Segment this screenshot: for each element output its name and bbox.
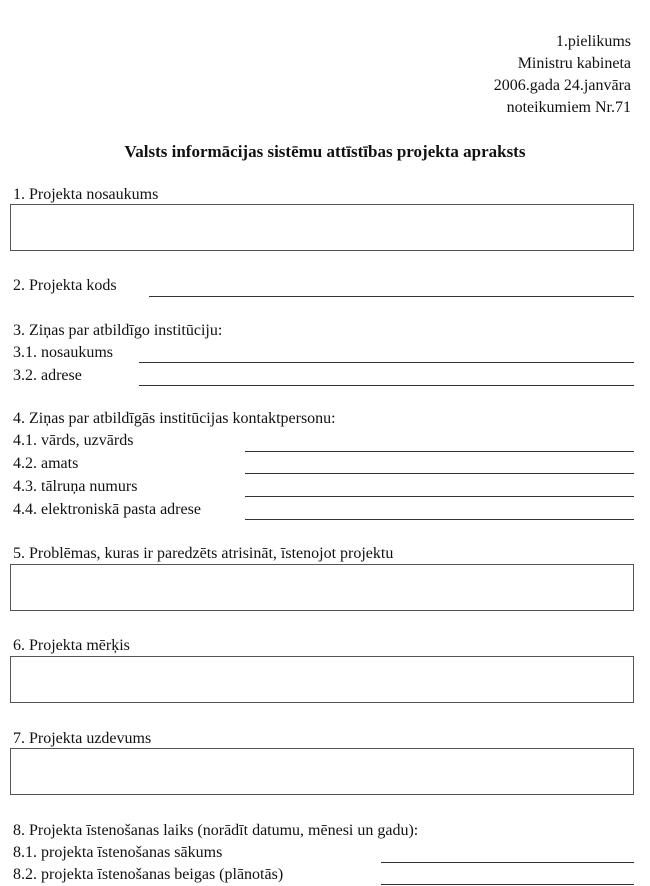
contact-name-field[interactable]: [245, 451, 634, 452]
contact-position-label: 4.2. amats: [13, 455, 79, 472]
problems-label: 5. Problēmas, kuras ir paredzēts atrisināt, īstenojot projektu: [13, 545, 394, 562]
project-code-label: 2. Projekta kods: [13, 277, 117, 294]
contact-person-heading: 4. Ziņas par atbildīgās institūcijas kontaktpersonu:: [13, 410, 336, 427]
regulation-date: 2006.gada 24.janvāra: [493, 77, 631, 94]
institution-info-heading: 3. Ziņas par atbildīgo institūciju:: [13, 322, 223, 339]
contact-position-field[interactable]: [245, 473, 634, 474]
contact-email-label: 4.4. elektroniskā pasta adrese: [13, 501, 201, 518]
implementation-start-label: 8.1. projekta īstenošanas sākums: [13, 844, 223, 861]
annex-number: 1.pielikums: [555, 33, 631, 50]
project-code-field[interactable]: [149, 296, 634, 297]
implementation-end-label: 8.2. projekta īstenošanas beigas (plānotās): [13, 866, 284, 883]
project-name-field[interactable]: [10, 204, 634, 251]
project-task-label: 7. Projekta uzdevums: [13, 730, 152, 747]
issuer: Ministru kabineta: [517, 55, 631, 72]
regulation-number: noteikumiem Nr.71: [506, 99, 631, 116]
project-name-label: 1. Projekta nosaukums: [13, 186, 159, 203]
document-title: Valsts informācijas sistēmu attīstības projekta apraksts: [124, 142, 526, 161]
implementation-start-field[interactable]: [381, 862, 634, 863]
institution-name-field[interactable]: [139, 362, 634, 363]
implementation-end-field[interactable]: [381, 884, 634, 885]
contact-phone-field[interactable]: [245, 496, 634, 497]
implementation-time-heading: 8. Projekta īstenošanas laiks (norādīt datumu, mēnesi un gadu):: [13, 822, 419, 839]
institution-address-field[interactable]: [139, 385, 634, 386]
project-goal-label: 6. Projekta mērķis: [13, 637, 130, 654]
project-goal-field[interactable]: [10, 656, 634, 703]
project-task-field[interactable]: [10, 748, 634, 795]
problems-field[interactable]: [10, 564, 634, 611]
contact-email-field[interactable]: [245, 519, 634, 520]
institution-address-label: 3.2. adrese: [13, 367, 82, 384]
institution-name-label: 3.1. nosaukums: [13, 344, 113, 361]
contact-name-label: 4.1. vārds, uzvārds: [13, 432, 134, 449]
contact-phone-label: 4.3. tālruņa numurs: [13, 478, 138, 495]
